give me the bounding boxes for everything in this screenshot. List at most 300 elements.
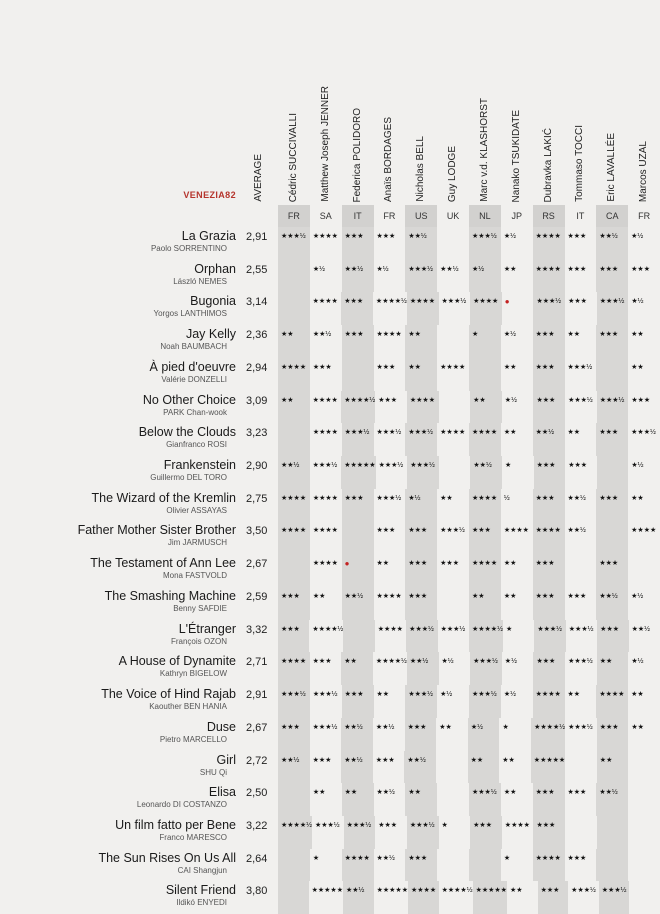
rating-cell: ★★★½ — [312, 723, 338, 731]
film-row — [0, 587, 660, 620]
rating-cell: ★★½ — [470, 456, 502, 489]
rating-cell: ★★★★ — [533, 849, 565, 882]
film-average: 2,94 — [246, 361, 268, 374]
rating-cell: ★★★★ — [377, 625, 403, 633]
film-title: Father Mother Sister Brother — [77, 523, 236, 538]
rating-cell: ★★★½ — [568, 658, 593, 666]
rating-cell: ★★½ — [341, 751, 373, 784]
critic-country-code: IT — [342, 205, 374, 227]
film-title-cell — [0, 423, 240, 456]
rating-cell: ★★★½ — [278, 685, 310, 718]
rating-cell: ★★★★½ — [341, 391, 375, 424]
rating-cell: ★★★½ — [407, 816, 439, 849]
rating-cell: ★★★ — [567, 265, 587, 273]
film-title-cell — [0, 620, 240, 653]
film-title-cell — [0, 685, 240, 718]
film-average: 2,90 — [246, 460, 268, 473]
critic-country-code: CA — [596, 205, 628, 227]
rating-cell: ★★★★ — [533, 260, 565, 293]
critic-name: Anaïs BORDAGES — [383, 116, 395, 202]
critic-name: Nanako TSUKIDATE — [510, 109, 522, 202]
rating-cell: ★½ — [469, 260, 501, 293]
rating-cell — [436, 751, 468, 784]
film-row — [0, 816, 660, 849]
rating-cell: ★★★★ — [312, 527, 338, 535]
critic-country-code: IT — [576, 211, 585, 221]
rating-cell: ★★★★ — [469, 489, 501, 522]
rating-cell: ★★★ — [405, 521, 437, 554]
film-title-cell — [0, 881, 240, 914]
rating-cell: ★★ — [278, 325, 310, 358]
film-row — [0, 718, 660, 751]
film-title: Girl — [216, 752, 236, 767]
rating-cell: ★★★ — [533, 783, 565, 816]
film-row — [0, 685, 660, 718]
film-average: 2,75 — [246, 492, 268, 505]
film-director: PARK Chan-wook — [163, 407, 227, 417]
rating-cell: ★★★ — [405, 554, 437, 587]
rating-cell: ★½ — [376, 265, 389, 273]
rating-cell: ★★★½ — [469, 783, 501, 816]
rating-cell: ★★★ — [533, 391, 565, 424]
film-director: Mona FASTVOLD — [162, 571, 227, 581]
rating-cell: ★★★★★ — [531, 751, 565, 784]
film-average: 2,36 — [246, 329, 268, 342]
rating-cell: ★★★★ — [533, 521, 565, 554]
film-title: The Sun Rises On Us All — [98, 850, 236, 865]
rating-cell — [596, 521, 628, 554]
rating-cell: ★★★ — [375, 756, 395, 764]
rating-cell — [469, 849, 501, 882]
rating-cell: ★★★★½ — [469, 620, 503, 653]
critic-country-code: FR — [278, 205, 310, 227]
rating-cell: ★★★½ — [405, 260, 437, 293]
rating-cell: ★★★ — [342, 325, 374, 358]
rating-cell: ★★ — [503, 429, 517, 437]
rating-cell: ★★★★ — [440, 363, 466, 371]
rating-cell: ★★★ — [567, 233, 587, 240]
critic-name: Eric LAVALLÉE — [606, 133, 618, 202]
rating-cell: ★½ — [405, 489, 437, 522]
film-title-cell — [0, 227, 240, 260]
rating-cell: ★★★½ — [440, 625, 466, 633]
red-dot-rating: ● — [344, 559, 350, 569]
film-director: Jim JARMUSCH — [167, 538, 227, 548]
rating-cell — [437, 587, 469, 620]
film-row — [0, 423, 660, 456]
rating-cell: ★½ — [468, 718, 500, 751]
rating-cell: ★ — [502, 723, 509, 731]
rating-cell — [278, 260, 310, 293]
film-title: À pied d'oeuvre — [149, 359, 236, 374]
film-average: 2,72 — [246, 754, 268, 767]
rating-cell: ★★★½ — [407, 456, 439, 489]
critic-name: Dubravka LAKIĆ — [542, 127, 554, 202]
rating-cell: ★½ — [631, 233, 644, 240]
rating-cell: ★★★★ — [504, 821, 530, 829]
rating-cell: ★½ — [631, 462, 644, 470]
film-row — [0, 292, 660, 325]
film-title: Silent Friend — [165, 883, 236, 898]
film-title-cell — [0, 325, 240, 358]
rating-cell: ★★★ — [567, 854, 587, 862]
rating-cell: ★★★ — [405, 849, 437, 882]
rating-cell: ★★★★★ — [341, 456, 375, 489]
rating-cell: ★½ — [503, 691, 516, 699]
rating-cell: ★★★★ — [376, 592, 402, 600]
rating-cell: ★★ — [509, 887, 523, 895]
rating-cell — [342, 521, 374, 554]
film-title-cell — [0, 391, 240, 424]
rating-cell: ★★★ — [440, 560, 459, 568]
rating-cell: ★★ — [502, 756, 515, 764]
film-director: Yorgos LANTHIMOS — [153, 309, 227, 319]
rating-cell: ★★★★ — [533, 685, 565, 718]
film-title: La Grazia — [181, 229, 236, 243]
film-title: Bugonia — [190, 294, 236, 309]
film-title: Orphan — [194, 261, 236, 276]
critic-country-code: US — [405, 205, 437, 227]
film-title-cell — [0, 783, 240, 816]
average-column-label: AVERAGE — [253, 154, 264, 202]
rating-cell: ★★★½ — [469, 227, 501, 260]
film-average: 3,14 — [246, 296, 268, 309]
rating-cell: ★★★½ — [533, 292, 565, 325]
film-director: Pietro MARCELLO — [159, 734, 227, 744]
rating-cell: ★★★ — [376, 233, 396, 240]
film-title-cell — [0, 260, 240, 293]
rating-cell: ★★★½ — [568, 625, 594, 633]
rating-cell: ★★ — [405, 783, 437, 816]
rating-cell: ★★★ — [596, 423, 628, 456]
rating-cell: ★★½ — [596, 783, 628, 816]
rating-cell: ★★★ — [533, 587, 565, 620]
rating-cell — [437, 325, 469, 358]
film-title-cell — [0, 554, 240, 587]
rating-cell: ★★★★ — [503, 527, 529, 535]
rating-cell: ★★½ — [533, 423, 565, 456]
rating-cell: ★★★★ — [278, 521, 310, 554]
rating-cell: ★★★★ — [376, 331, 402, 339]
rating-cell: ★★★★ — [407, 292, 439, 325]
venezia-label: VENEZIA82 — [183, 190, 236, 200]
rating-cell: ★★★ — [376, 527, 396, 535]
critic-name: Marc v.d. KLASHORST — [478, 98, 490, 202]
rating-cell: ★★ — [405, 325, 437, 358]
rating-cell: ★★★ — [342, 685, 374, 718]
rating-cell: ★½ — [312, 265, 325, 273]
film-title: The Voice of Hind Rajab — [101, 687, 236, 702]
rating-cell: ★★★★ — [278, 489, 310, 522]
rating-cell: ★★ — [597, 751, 629, 784]
rating-cell: ★★★ — [596, 325, 628, 358]
rating-cell: ★★ — [376, 691, 390, 699]
rating-cell: ★★★½ — [376, 494, 402, 502]
film-average: 2,67 — [246, 558, 268, 571]
film-title: Jay Kelly — [185, 327, 236, 342]
film-director: Kathryn BIGELOW — [159, 669, 227, 679]
rating-cell: ★★★★★ — [376, 887, 408, 895]
critic-header-cell — [374, 0, 406, 205]
film-row — [0, 783, 660, 816]
rating-cell — [437, 783, 469, 816]
rating-cell: ★★ — [503, 363, 517, 371]
critic-country-code: SA — [319, 211, 332, 221]
film-row — [0, 521, 660, 554]
rating-cell: ★ — [504, 462, 512, 470]
rating-cell: ★★★½ — [344, 816, 376, 849]
rating-cell: ★★★ — [597, 620, 628, 653]
rating-cell: ★★★★ — [596, 685, 628, 718]
critic-country-code: JP — [511, 211, 522, 221]
film-title-cell — [0, 358, 240, 391]
rating-cell: ★★★ — [538, 881, 569, 914]
rating-cell: ★★ — [567, 429, 581, 437]
rating-cell: ★★½ — [596, 587, 628, 620]
rating-cell — [597, 456, 629, 489]
rating-cell: ★½ — [440, 691, 453, 699]
rating-cell: ★★★ — [567, 592, 587, 600]
critic-country-code: NL — [469, 205, 501, 227]
rating-cell: ★★ — [631, 691, 644, 699]
rating-cell: ★★★★ — [470, 292, 502, 325]
rating-cell: ★★★ — [533, 489, 565, 522]
rating-cell: ★★ — [341, 652, 373, 685]
film-title-cell — [0, 456, 240, 489]
film-average: 2,59 — [246, 590, 268, 603]
rating-cell: ★★ — [567, 331, 581, 339]
rating-cell — [469, 358, 501, 391]
rating-cell: ★★★ — [533, 325, 565, 358]
rating-cell: ★★ — [631, 331, 644, 339]
rating-cell: ★★★ — [533, 652, 565, 685]
rating-cell: ★★ — [631, 494, 644, 502]
film-title-cell — [0, 816, 240, 849]
rating-cell: ★★★★½ — [531, 718, 565, 751]
film-average: 3,09 — [246, 394, 268, 407]
rating-cell: ★★★ — [597, 718, 629, 751]
rating-cell — [565, 751, 597, 784]
critic-name: Nicholas BELL — [415, 136, 427, 202]
film-title-cell — [0, 849, 240, 882]
rating-cell: ★★★½ — [342, 423, 374, 456]
rating-cell — [439, 456, 471, 489]
rating-cell: ★★★½ — [312, 462, 338, 470]
rating-cell: ★★½ — [404, 751, 436, 784]
rating-cell: ★★★ — [378, 396, 398, 404]
film-title-cell — [0, 489, 240, 522]
rating-cell: ★★★★ — [312, 494, 338, 502]
film-average: 2,67 — [246, 721, 268, 734]
film-title: Elisa — [208, 785, 236, 800]
film-title: The Smashing Machine — [104, 588, 236, 603]
rating-cell: ★★★★ — [533, 227, 565, 260]
rating-cell: ★ — [503, 854, 511, 862]
rating-cell: ★★ — [440, 494, 453, 502]
rating-cell: ★★★ — [312, 756, 332, 764]
rating-cell — [342, 554, 374, 587]
film-title: The Testament of Ann Lee — [90, 556, 236, 571]
critic-name: Guy LODGE — [447, 145, 459, 202]
rating-cell: ★★★ — [631, 265, 650, 273]
film-title: L'Étranger — [178, 621, 236, 636]
critic-country-code: FR — [638, 211, 651, 221]
rating-cell — [628, 554, 660, 587]
rating-cell: ★★ — [503, 560, 517, 568]
film-row — [0, 456, 660, 489]
rating-cell — [342, 358, 374, 391]
rating-cell: ★★ — [312, 789, 326, 797]
rating-cell: ★★★ — [568, 462, 588, 470]
critic-name: Matthew Joseph JENNER — [319, 86, 331, 202]
rating-cell — [278, 783, 310, 816]
critic-header-cell — [596, 0, 628, 205]
rating-cell — [597, 816, 629, 849]
rating-cell: ★★★ — [312, 658, 332, 666]
rating-cell: ★★½ — [405, 227, 437, 260]
rating-cell: ★★★ — [342, 489, 374, 522]
rating-cell: ★★½ — [278, 456, 310, 489]
rating-cell: ★★★½ — [567, 363, 593, 371]
rating-cell: ★★★ — [378, 821, 398, 829]
critic-header-cell — [469, 0, 501, 205]
rating-cell: ★★ — [631, 363, 644, 371]
film-title: A House of Dynamite — [118, 654, 236, 669]
critic-name: Tommaso TOCCI — [574, 125, 586, 202]
rating-cell: ★★ — [376, 560, 390, 568]
film-director: Olivier ASSAYAS — [166, 505, 227, 515]
critic-header-cell — [278, 0, 310, 205]
rating-cell: ★★★½ — [631, 429, 656, 437]
rating-cell: ★★★½ — [378, 462, 404, 470]
rating-cell: ★★★ — [568, 298, 587, 306]
film-director: Paolo SORRENTINO — [150, 244, 227, 253]
critic-header-cell — [405, 0, 437, 205]
film-title-cell — [0, 292, 240, 325]
rating-cell: ★★★½ — [599, 881, 630, 914]
rating-cell — [278, 881, 309, 914]
rating-cell: ★★★½ — [441, 298, 467, 306]
rating-cell: ★ — [441, 821, 448, 829]
rating-cell: ★★★½ — [597, 292, 629, 325]
rating-cell: ★★★½ — [405, 685, 437, 718]
red-dot-rating: ● — [504, 297, 510, 307]
critic-country-code: FR — [383, 211, 396, 221]
rating-cell: ★★★ — [405, 718, 437, 751]
rating-cell: ★★★★ — [469, 554, 501, 587]
rating-cell: ★★★ — [312, 363, 332, 371]
film-average: 3,23 — [246, 427, 268, 440]
rating-cell: ★★½ — [407, 652, 439, 685]
film-title: No Other Choice — [142, 392, 236, 407]
film-title-cell — [0, 751, 240, 784]
rating-cell: ★★★★ — [312, 560, 338, 568]
rating-cell: ★★½ — [376, 854, 395, 862]
rating-cell — [343, 620, 374, 653]
rating-cell: ★★ — [405, 358, 437, 391]
rating-cell — [596, 849, 628, 882]
film-row — [0, 358, 660, 391]
rating-cell: ★½ — [631, 298, 644, 306]
rating-cell: ★★½ — [631, 625, 650, 633]
film-average: 2,64 — [246, 852, 268, 865]
rating-cell: ★★★ — [596, 260, 628, 293]
film-row — [0, 652, 660, 685]
rating-cell: ★★★ — [342, 227, 374, 260]
rating-cell: ★★★★ — [407, 391, 439, 424]
rating-cell: ★★★★½ — [441, 887, 473, 895]
rating-cell: ★½ — [504, 658, 517, 666]
film-title-cell — [0, 652, 240, 685]
rating-cell — [629, 881, 660, 914]
rating-cell: ★★★★ — [312, 233, 338, 240]
film-average: 2,55 — [246, 263, 268, 276]
rating-cell: ★★½ — [342, 587, 374, 620]
rating-cell: ★★½ — [341, 718, 373, 751]
rating-cell — [628, 816, 660, 849]
rating-cell: ★★ — [312, 592, 326, 600]
rating-cell: ★★★ — [596, 554, 628, 587]
rating-cell: ★★★ — [470, 816, 502, 849]
rating-cell: ★★½ — [376, 789, 395, 797]
film-director: Leonardo DI COSTANZO — [136, 800, 227, 810]
rating-cell: ★★★ — [533, 816, 565, 849]
film-row — [0, 489, 660, 522]
film-title-cell — [0, 718, 240, 751]
rating-cell — [278, 292, 310, 325]
country-code-row — [0, 205, 660, 227]
film-average: 2,91 — [246, 689, 268, 702]
average-header-cell — [240, 0, 278, 205]
rating-cell: ★★★★½ — [375, 298, 407, 306]
rating-cell: ★★★★ — [312, 396, 338, 404]
rating-cell: ★★★★ — [278, 358, 310, 391]
rating-cell: ★★★½ — [534, 620, 565, 653]
film-director: SHU Qi — [199, 767, 227, 777]
rating-cell: ★★★★ — [278, 652, 310, 685]
rating-cell: ★★★★½ — [312, 625, 344, 633]
rating-cell: ★★★ — [631, 396, 651, 404]
film-title: Below the Clouds — [138, 425, 236, 440]
critic-header-cell — [342, 0, 374, 205]
rating-cell — [278, 554, 310, 587]
critic-name: Cédric SUCCIVALLI — [287, 112, 299, 202]
rating-cell: ★★★★½ — [278, 816, 312, 849]
rating-cell: ★★ — [503, 789, 517, 797]
rating-cell: ★★★½ — [312, 691, 338, 699]
rating-cell: ★★★★ — [312, 429, 338, 437]
rating-cell — [439, 391, 471, 424]
rating-cell: ★★½ — [343, 881, 374, 914]
rating-cell: ★★★½ — [405, 423, 437, 456]
rating-cell: ★★½ — [596, 227, 628, 260]
rating-cell: ★★★½ — [314, 821, 340, 829]
rating-cell: ★★★½ — [469, 685, 501, 718]
rating-cell: ★★ — [470, 391, 502, 424]
rating-cell: ★½ — [631, 592, 644, 600]
rating-cell: ★★★ — [341, 292, 373, 325]
rating-cell: ★★★ — [278, 620, 309, 653]
rating-cell: ★ — [312, 854, 320, 862]
rating-cell: ★★ — [342, 783, 374, 816]
rating-cell: ★★★★½ — [375, 658, 407, 666]
rating-cell — [565, 554, 597, 587]
film-director: CAI Shangjun — [177, 865, 227, 875]
critic-header-cell — [501, 0, 533, 205]
rating-cell: ½ — [503, 494, 510, 502]
rating-cell: ★★ — [468, 751, 500, 784]
rating-cell: ★★★★ — [312, 298, 338, 306]
